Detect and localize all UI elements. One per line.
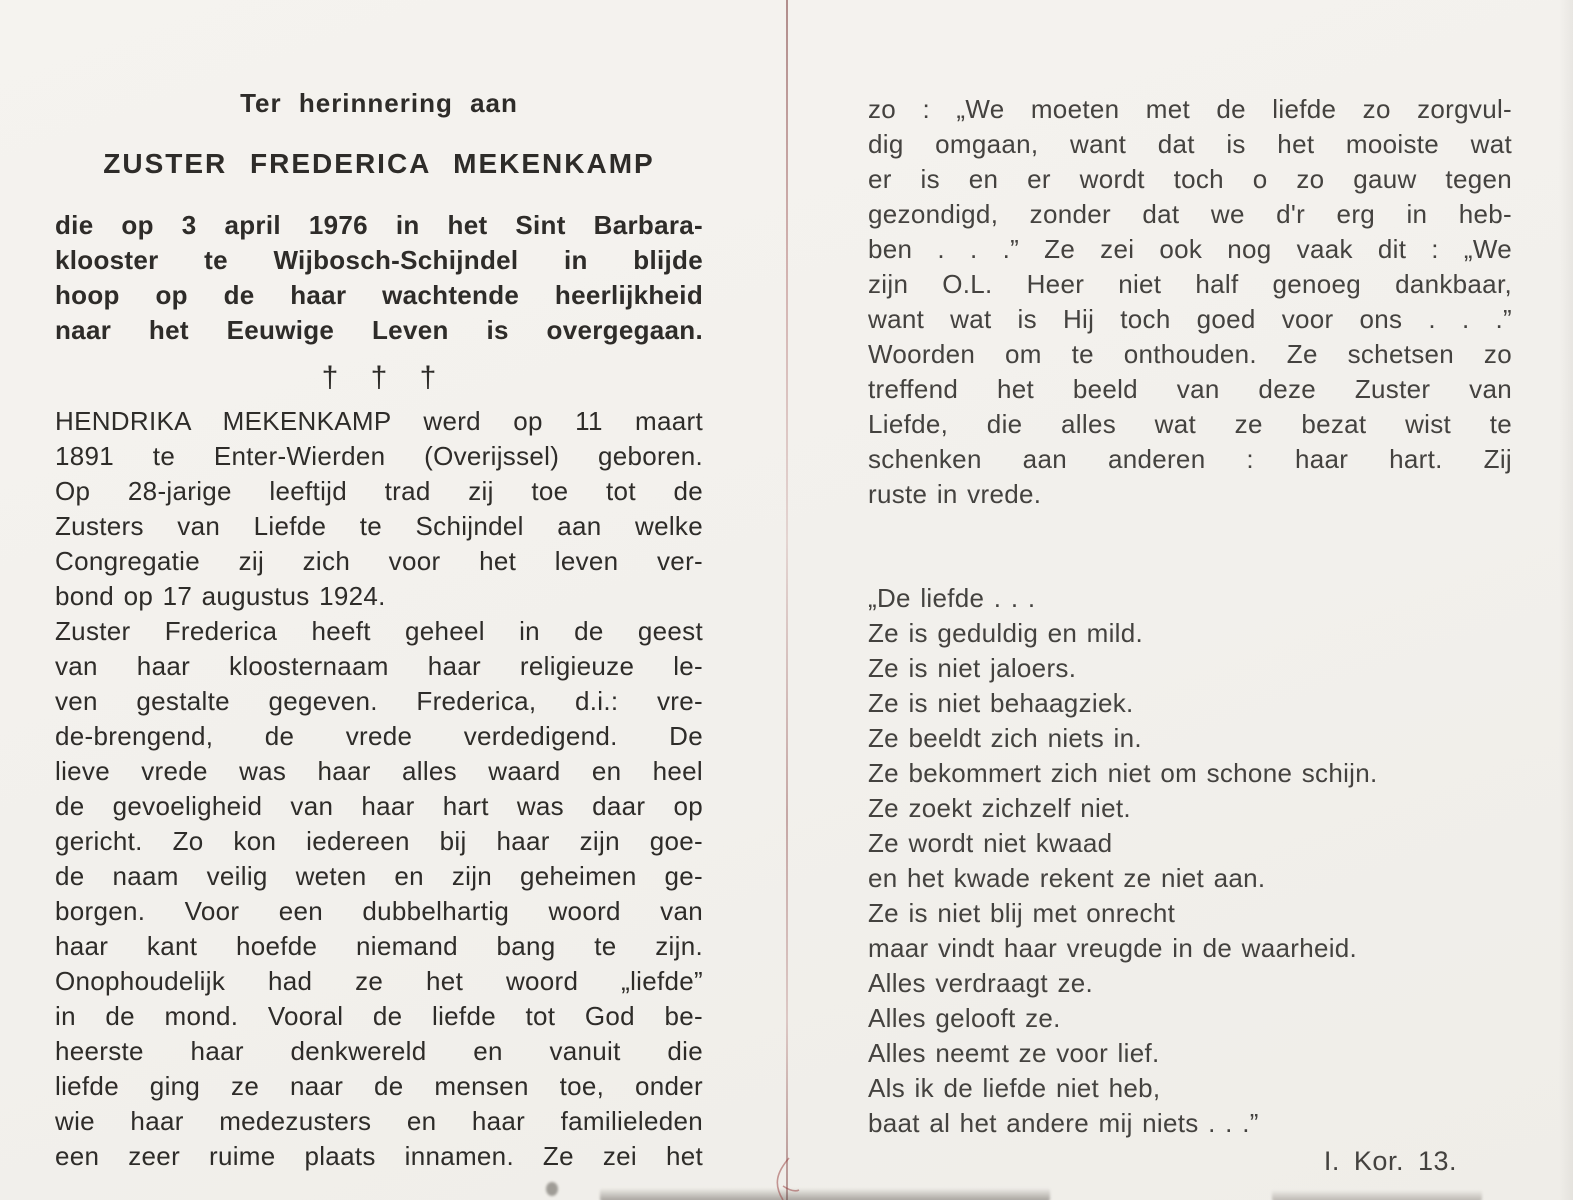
text-line: er is en er wordt toch o zo gauw tegen <box>868 164 1512 194</box>
text-line: ben . . .” Ze zei ook nog vaak dit : „We <box>868 234 1512 264</box>
text-line: Ze zoekt zichzelf niet. <box>868 793 1131 823</box>
text-line: wie haar medezusters en haar familieleden <box>55 1106 703 1136</box>
continuation-text <box>868 92 1512 512</box>
scan-shadow-bottom-left <box>600 1188 1050 1200</box>
text-line: Zuster Frederica heeft geheel in de geest <box>55 616 703 646</box>
text-line: schenken aan anderen : haar hart. Zij <box>868 444 1512 474</box>
text-line: de gevoeligheid van haar hart was daar op <box>55 791 703 821</box>
text-line: de naam veilig weten en zijn geheimen ge- <box>55 861 703 891</box>
text-line: gericht. Zo kon iedereen bij haar zijn goe- <box>55 826 703 856</box>
text-line: borgen. Voor een dubbelhartig woord van <box>55 896 703 926</box>
text-line: hoop op de haar wachtende heerlijkheid <box>55 280 703 310</box>
text-line: 1891 te Enter-Wierden (Overijssel) geboren. <box>55 441 703 471</box>
text-line: „De liefde . . . <box>868 583 1036 613</box>
text-line: treffend het beeld van deze Zuster van <box>868 374 1512 404</box>
text-line: Ze is niet blij met onrecht <box>868 898 1176 928</box>
text-line: lieve vrede was haar alles waard en heel <box>55 756 703 786</box>
text-line: HENDRIKA MEKENKAMP werd op 11 maart <box>55 406 703 436</box>
memorial-heading: Ter herinnering aan <box>240 88 518 118</box>
text-line: liefde ging ze naar de mensen toe, onder <box>55 1071 703 1101</box>
text-line: baat al het andere mij niets . . .” <box>868 1108 1259 1138</box>
text-line: Ze beeldt zich niets in. <box>868 723 1142 753</box>
text-line: zo : „We moeten met de liefde zo zorgvul- <box>868 94 1512 124</box>
text-line: de-brengend, de vrede verdedigend. De <box>55 721 703 751</box>
text-line: Zusters van Liefde te Schijndel aan welke <box>55 511 703 541</box>
scan-edge-shadow <box>1559 0 1573 1200</box>
text-line: Als ik de liefde niet heb, <box>868 1073 1161 1103</box>
text-line: klooster te Wijbosch-Schijndel in blijde <box>55 245 703 275</box>
text-line: ruste in vrede. <box>868 479 1042 509</box>
text-line: naar het Eeuwige Leven is overgegaan. <box>55 315 703 345</box>
text-line: Alles neemt ze voor lief. <box>868 1038 1160 1068</box>
left-page <box>55 86 703 1174</box>
text-line: Liefde, die alles wat ze bezat wist te <box>868 409 1512 439</box>
text-line: zijn O.L. Heer niet half genoeg dankbaar, <box>868 269 1512 299</box>
deceased-name: ZUSTER FREDERICA MEKENKAMP <box>103 148 655 179</box>
text-line: haar kant hoefde niemand bang te zijn. <box>55 931 703 961</box>
text-line: dig omgaan, want dat is het mooiste wat <box>868 129 1512 159</box>
love-poem <box>868 581 1512 1141</box>
text-line: Congregatie zij zich voor het leven ver- <box>55 546 703 576</box>
intro-paragraph <box>55 208 703 348</box>
fold-crease-line <box>786 0 788 1200</box>
text-line: ven gestalte gegeven. Frederica, d.i.: vre- <box>55 686 703 716</box>
text-line: Ze is geduldig en mild. <box>868 618 1144 648</box>
text-line: bond op 17 augustus 1924. <box>55 581 386 611</box>
right-page <box>868 86 1512 1179</box>
biography-text <box>55 404 703 1174</box>
text-line: Ze bekommert zich niet om schone schijn. <box>868 758 1378 788</box>
ink-smudge <box>546 1182 558 1196</box>
text-line: een zeer ruime plaats innamen. Ze zei het <box>55 1141 703 1171</box>
text-line: Alles verdraagt ze. <box>868 968 1094 998</box>
text-line: Ze wordt niet kwaad <box>868 828 1113 858</box>
text-line: Op 28-jarige leeftijd trad zij toe tot de <box>55 476 703 506</box>
text-line: gezondigd, zonder dat we d'r erg in heb- <box>868 199 1512 229</box>
text-line: Ze is niet behaagziek. <box>868 688 1134 718</box>
text-line: in de mond. Vooral de liefde tot God be- <box>55 1001 703 1031</box>
text-line: en het kwade rekent ze niet aan. <box>868 863 1266 893</box>
text-line: maar vindt haar vreugde in de waarheid. <box>868 933 1358 963</box>
scan-shadow-bottom-right <box>1272 1190 1482 1200</box>
text-line: Woorden om te onthouden. Ze schetsen zo <box>868 339 1512 369</box>
text-line: want wat is Hij toch goed voor ons . . .” <box>868 304 1512 334</box>
text-line: heerste haar denkwereld en vanuit die <box>55 1036 703 1066</box>
bible-reference: I. Kor. 13. <box>1323 1146 1457 1176</box>
text-line: Onophoudelijk had ze het woord „liefde” <box>55 966 703 996</box>
text-line: die op 3 april 1976 in het Sint Barbara- <box>55 210 703 240</box>
text-line: van haar kloosternaam haar religieuze le- <box>55 651 703 681</box>
crosses-symbol: † † † <box>321 361 437 394</box>
text-line: Alles gelooft ze. <box>868 1003 1061 1033</box>
red-squiggle-mark <box>765 1156 807 1200</box>
text-line: Ze is niet jaloers. <box>868 653 1077 683</box>
